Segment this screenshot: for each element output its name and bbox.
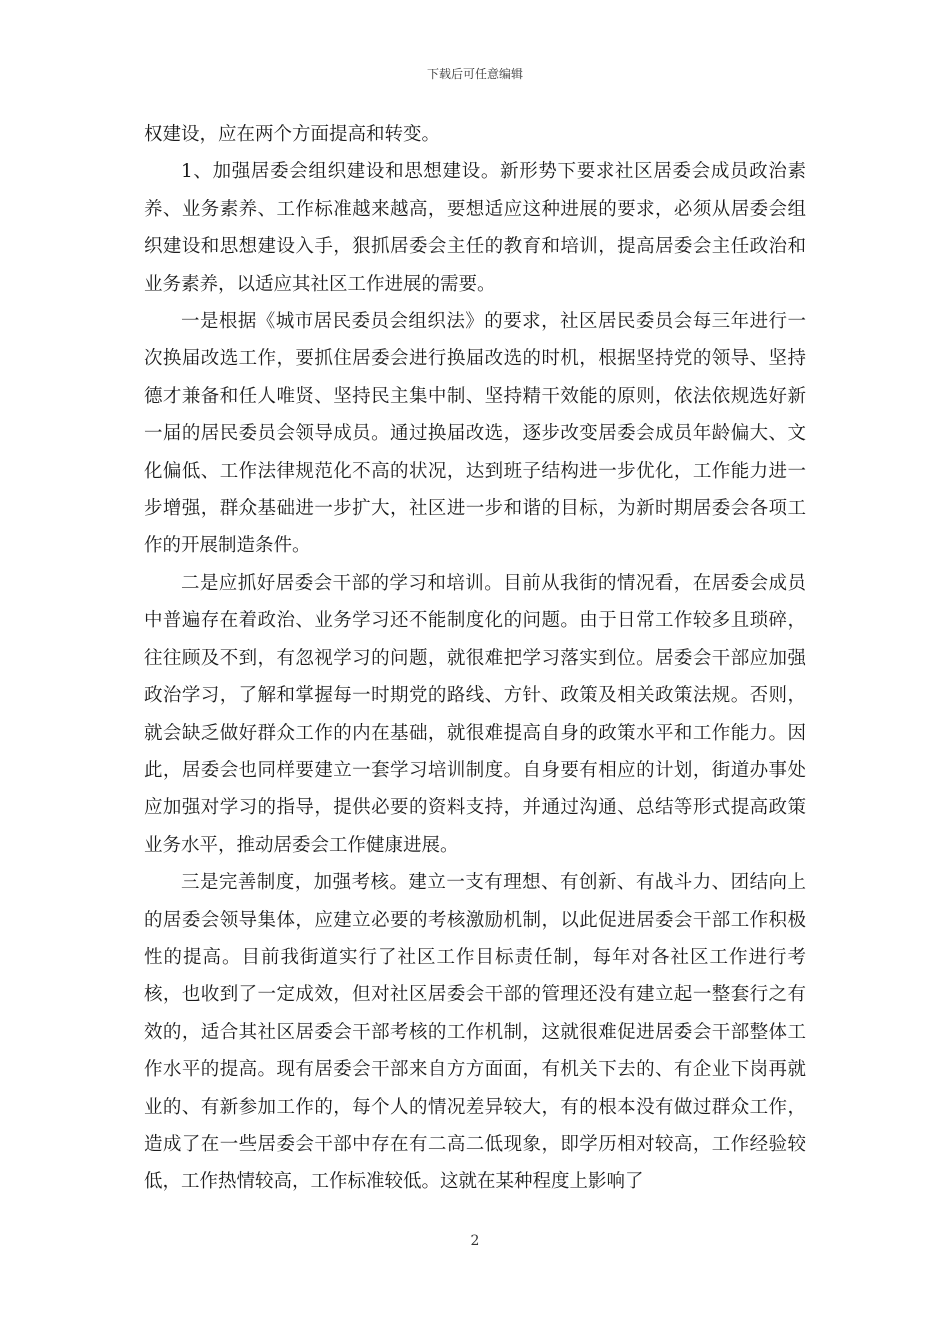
paragraph-continuation: 权建设，应在两个方面提高和转变。 bbox=[144, 124, 441, 145]
paragraph-point-one: 一是根据《城市居民委员会组织法》的要求，社区居民委员会每三年进行一次换届改选工作，要抓住居委会进行换届改选的时机，根据坚持党的领导、坚持德才兼备和任人唯贤、坚持民主集中制、坚持精干效能的原则，依法依规选好新一届的居民委员会领导成员。通过换届改选，逐步改变居委会成员年龄偏大、文化偏低、工作法律规范化不高的状况，达到班子结构进一步优化，工作能力进一步增强，群众基础进一步扩大，社区进一步和谐的目标，为新时期居委会各项工作的开展制造条件。 bbox=[144, 311, 806, 557]
paragraph-section-1: 1、加强居委会组织建设和思想建设。新形势下要求社区居委会成员政治素养、业务素养、工作标准越来越高，要想适应这种进展的要求，必须从居委会组织建设和思想建设入手，狠抓居委会主任的教育和培训，提高居委会主任政治和业务素养，以适应其社区工作进展的需要。 bbox=[144, 161, 806, 295]
paragraph-point-two: 二是应抓好居委会干部的学习和培训。目前从我街的情况看，在居委会成员中普遍存在着政治、业务学习还不能制度化的问题。由于日常工作较多且琐碎，往往顾及不到，有忽视学习的问题，就很难把学习落实到位。居委会干部应加强政治学习，了解和掌握每一时期党的路线、方针、政策及相关政策法规。否则，就会缺乏做好群众工作的内在基础，就很难提高自身的政策水平和工作能力。因此，居委会也同样要建立一套学习培训制度。自身要有相应的计划，街道办事处应加强对学习的指导，提供必要的资料支持，并通过沟通、总结等形式提高政策业务水平，推动居委会工作健康进展。 bbox=[144, 572, 806, 856]
page-header: 下载后可任意编辑 bbox=[426, 67, 523, 81]
document-body bbox=[144, 116, 806, 1201]
page-number: 2 bbox=[470, 1233, 480, 1249]
paragraph-point-three: 三是完善制度，加强考核。建立一支有理想、有创新、有战斗力、团结向上的居委会领导集体，应建立必要的考核激励机制，以此促进居委会干部工作积极性的提高。目前我街道实行了社区工作目标责任制，每年对各社区工作进行考核，也收到了一定成效，但对社区居委会干部的管理还没有建立起一整套行之有效的，适合其社区居委会干部考核的工作机制，这就很难促进居委会干部整体工作水平的提高。现有居委会干部来自方方面面，有机关下去的、有企业下岗再就业的、有新参加工作的，每个人的情况差异较大，有的根本没有做过群众工作，造成了在一些居委会干部中存在有二高二低现象，即学历相对较高，工作经验较低，工作热情较高，工作标准较低。这就在某种程度上影响了 bbox=[144, 872, 806, 1193]
